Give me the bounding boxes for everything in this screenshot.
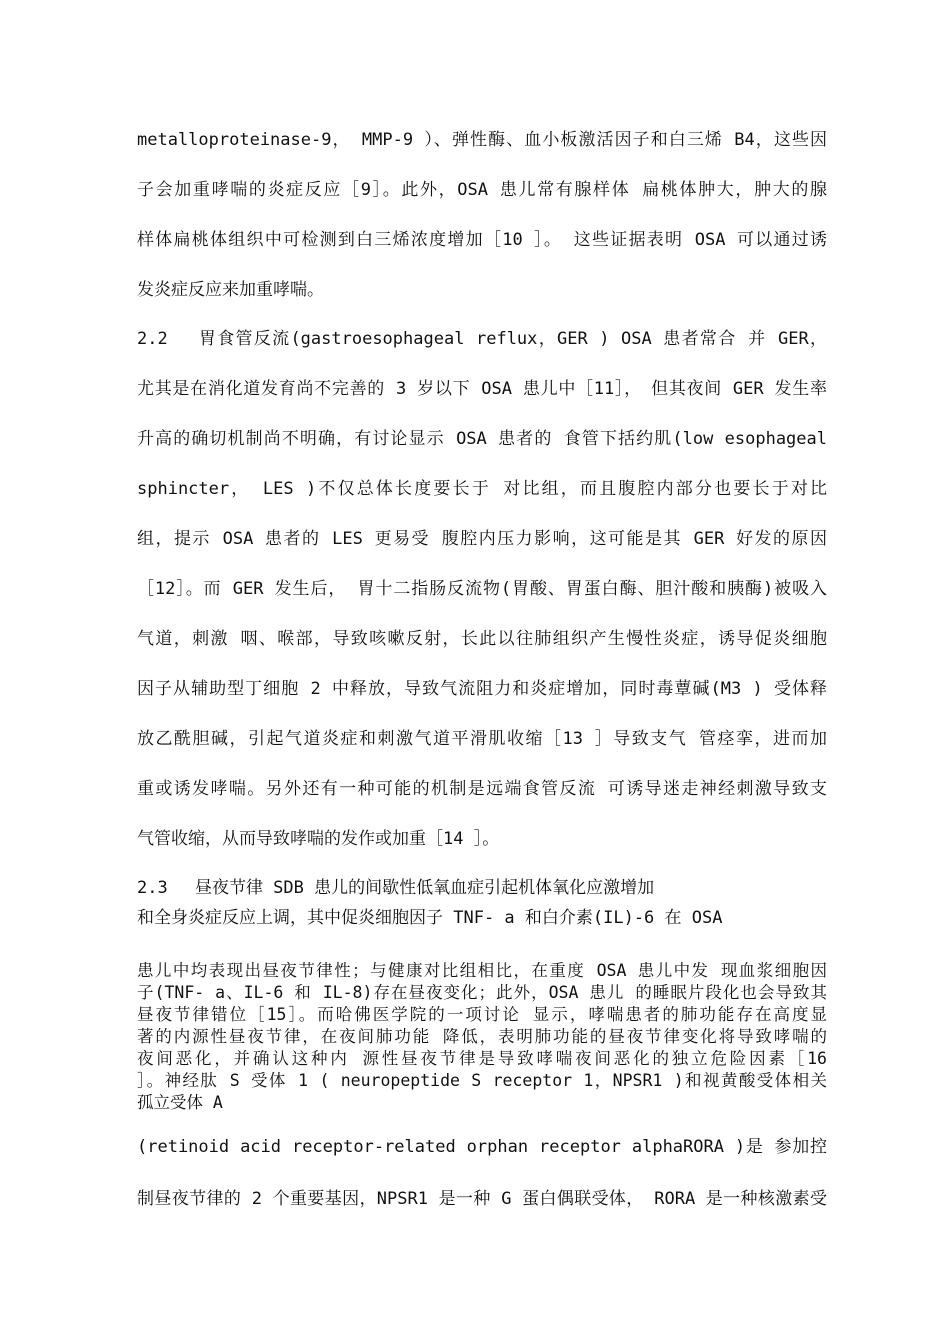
text-line: 著的内源性昼夜节律，在夜间肺功能 降低，表明肺功能的昼夜节律变化将导致哮喘的: [137, 1027, 827, 1046]
text-line: 和全身炎症反应上调，其中促炎细胞因子 TNF- a 和白介素(IL)-6 在 OSA: [137, 908, 723, 928]
text-line: 气管收缩，从而导致哮喘的发作或加重［14 ］。: [137, 829, 500, 849]
text-line: metalloproteinase-9， MMP-9 ）、弹性酶、血小板激活因子和白三烯 B4，这些因: [137, 130, 827, 150]
text-line: 子会加重哮喘的炎症反应［9］。此外，OSA 患儿常有腺样体 扁桃体肿大，肿大的腺: [137, 180, 827, 200]
text-line: 升高的确切机制尚不明确，有讨论显示 OSA 患者的 食管下括约肌(low esophageal: [137, 429, 827, 449]
text-line: 昼夜节律错位［15］。而哈佛医学院的一项讨论 显示，哮喘患者的肺功能存在高度显: [137, 1005, 827, 1024]
section-heading-2-2: 2.2 胃食管反流(gastroesophageal reflux，GER ) OSA 患者常合 并 GER，: [137, 329, 827, 349]
text-line: 发炎症反应来加重哮喘。: [137, 280, 324, 300]
text-line: 尤其是在消化道发育尚不完善的 3 岁以下 OSA 患儿中［11］， 但其夜间 GER 发生率: [137, 379, 827, 399]
text-line: 夜间恶化，并确认这种内 源性昼夜节律是导致哮喘夜间恶化的独立危险因素［16: [137, 1049, 827, 1068]
text-line: sphincter， LES )不仅总体长度要长于 对比组，而且腹腔内部分也要长于对比: [137, 479, 827, 499]
text-line: (retinoid acid receptor-related orphan receptor alphaRORA )是 参加控: [137, 1137, 827, 1157]
text-line: ］。神经肽 S 受体 1 ( neuropeptide S receptor 1，NPSR1 )和视黄酸受体相关: [137, 1071, 827, 1090]
text-line: 组，提示 OSA 患者的 LES 更易受 腹腔内压力影响，这可能是其 GER 好发的原因: [137, 529, 827, 549]
text-line: 孤立受体 A: [137, 1093, 223, 1112]
text-line: 放乙酰胆碱，引起气道炎症和刺激气道平滑肌收缩［13 ］导致支气 管痉挛，进而加: [137, 729, 827, 749]
text-line: 子(TNF- a、IL-6 和 IL-8)存在昼夜变化；此外，OSA 患儿 的睡眠片段化也会导致其: [137, 983, 827, 1002]
text-line: ［12］。而 GER 发生后， 胃十二指肠反流物(胃酸、胃蛋白酶、胆汁酸和胰酶)被吸入: [137, 579, 827, 599]
text-line: 样体扁桃体组织中可检测到白三烯浓度增加［10 ］。 这些证据表明 OSA 可以通过诱: [137, 230, 827, 250]
text-line: 制昼夜节律的 2 个重要基因，NPSR1 是一种 G 蛋白偶联受体， RORA 是一种核激素受: [137, 1189, 827, 1209]
text-line: 气道，刺激 咽、喉部，导致咳嗽反射，长此以往肺组织产生慢性炎症，诱导促炎细胞: [137, 629, 827, 649]
text-line: 重或诱发哮喘。另外还有一种可能的机制是远端食管反流 可诱导迷走神经刺激导致支: [137, 779, 827, 799]
section-heading-2-3: 2.3 昼夜节律 SDB 患儿的间歇性低氧血症引起机体氧化应激增加: [137, 878, 655, 898]
text-line: 患儿中均表现出昼夜节律性；与健康对比组相比，在重度 OSA 患儿中发 现血浆细胞因: [137, 961, 827, 980]
text-line: 因子从辅助型丁细胞 2 中释放，导致气流阻力和炎症增加，同时毒蕈碱(M3 ) 受体释: [137, 679, 827, 699]
